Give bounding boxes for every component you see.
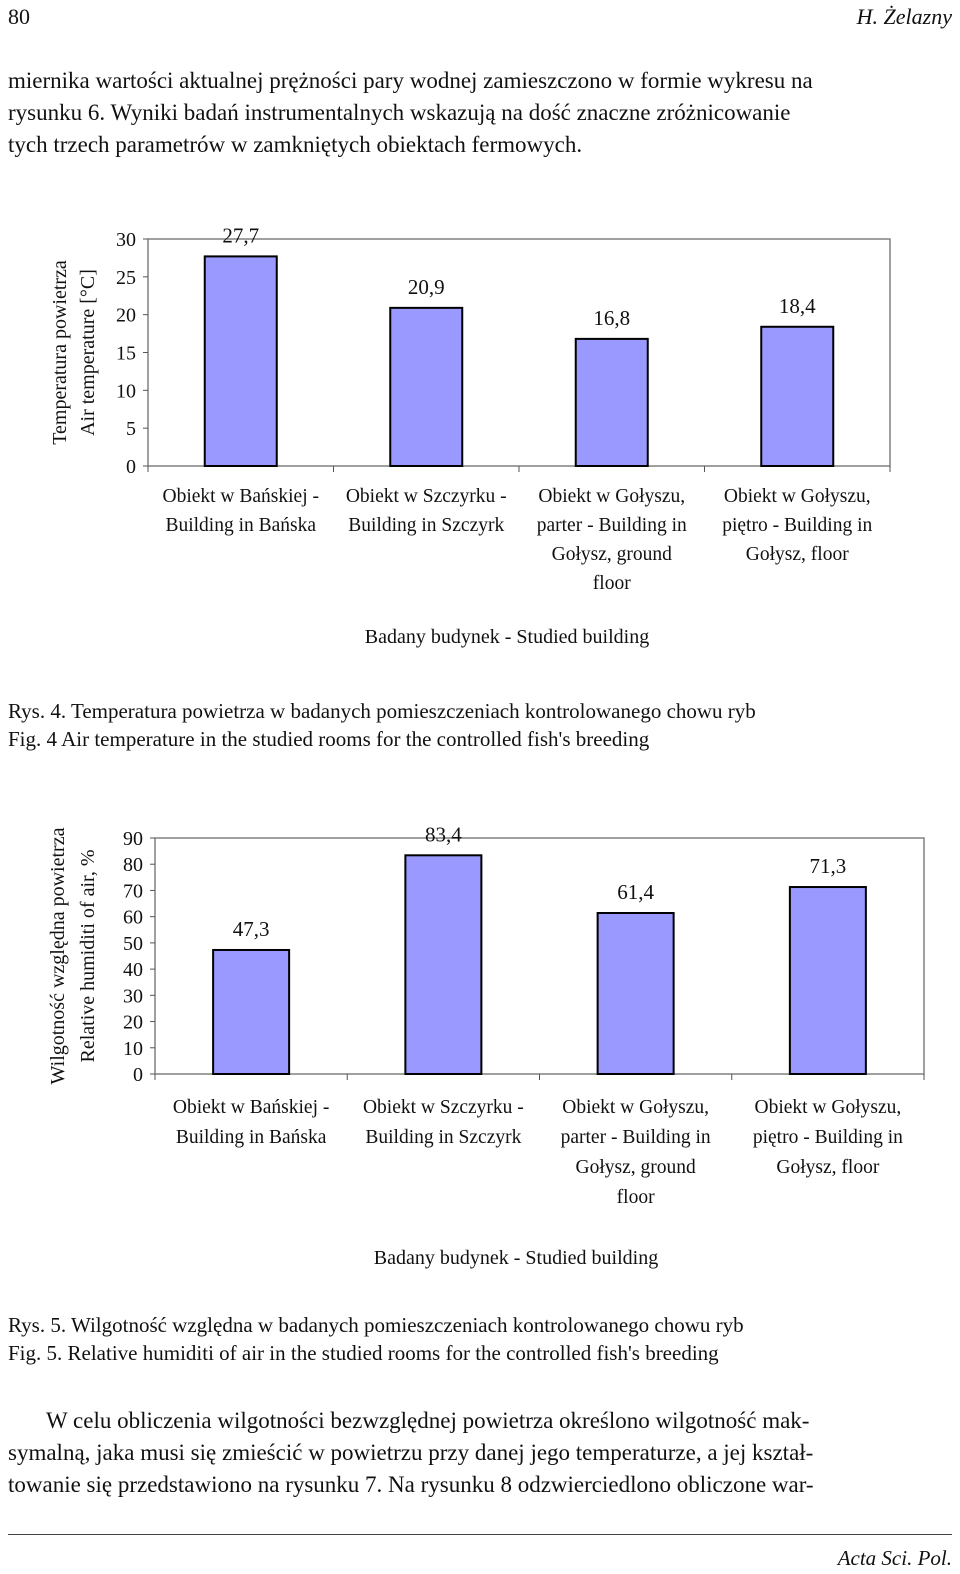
footer-journal-name: Acta Sci. Pol. [837, 1546, 952, 1570]
x-tick-label: Gołysz, floor [745, 544, 849, 565]
bar [598, 913, 674, 1074]
x-tick-label: Gołysz, ground [575, 1157, 696, 1178]
y-tick-label: 80 [123, 854, 143, 877]
intro-line: miernika wartości aktualnej prężności pary wodnej zamieszczono w formie wykresu na [8, 68, 813, 93]
x-tick-label: Building in Szczyrk [348, 515, 505, 536]
y-tick-label: 25 [116, 266, 136, 289]
y-tick-label: 20 [116, 304, 136, 327]
bar [790, 887, 866, 1074]
intro-line: tych trzech parametrów w zamkniętych obiektach fermowych. [8, 132, 583, 157]
figure-4-caption-pl: Rys. 4. Temperatura powietrza w badanych pomieszczeniach kontrolowanego chowu ryb [8, 699, 756, 723]
x-tick-label: parter - Building in [560, 1127, 711, 1148]
data-label: 61,4 [617, 879, 654, 904]
y-axis-title: Temperatura powietrza [49, 260, 71, 445]
x-axis-title: Badany budynek - Studied building [364, 626, 650, 648]
figure-5-caption-pl: Rys. 5. Wilgotność względna w badanych pomieszczeniach kontrolowanego chowu ryb [8, 1313, 744, 1337]
footer-rule [8, 1534, 952, 1535]
y-tick-label: 20 [123, 1011, 143, 1034]
x-tick-label: Obiekt w Gołyszu, [562, 1097, 710, 1118]
bar [213, 950, 289, 1074]
bar [390, 308, 462, 466]
y-axis-title: Relative humiditi of air, % [77, 849, 99, 1063]
y-tick-label: 70 [123, 880, 143, 903]
x-tick-label: Obiekt w Gołyszu, [754, 1097, 902, 1118]
data-label: 18,4 [778, 293, 816, 318]
x-tick-label: floor [616, 1187, 655, 1208]
x-tick-label: Obiekt w Bańskiej - [172, 1097, 330, 1118]
x-tick-label: Obiekt w Gołyszu, [723, 486, 871, 507]
y-tick-label: 0 [126, 456, 136, 478]
bar [405, 855, 481, 1074]
x-tick-label: Gołysz, floor [776, 1157, 880, 1178]
page-number: 80 [8, 4, 30, 29]
y-tick-label: 0 [133, 1064, 143, 1086]
y-tick-label: 10 [116, 380, 136, 403]
bar [761, 327, 833, 466]
y-tick-label: 15 [116, 342, 136, 365]
x-tick-label: Obiekt w Szczyrku - [362, 1097, 524, 1118]
y-tick-label: 90 [123, 828, 143, 850]
data-label: 16,8 [593, 305, 631, 330]
y-tick-label: 50 [123, 932, 143, 955]
x-tick-label: floor [592, 573, 631, 594]
y-tick-label: 10 [123, 1037, 143, 1060]
body-line: towanie się przedstawiono na rysunku 7. Na rysunku 8 odzwierciedlono obliczone war- [8, 1472, 814, 1497]
figure-4-caption-en: Fig. 4 Air temperature in the studied rooms for the controlled fish's breeding [8, 727, 650, 751]
y-axis-title: Air temperature [°C] [77, 269, 99, 436]
x-tick-label: Obiekt w Bańskiej - [162, 486, 320, 507]
figure-5-caption [8, 1311, 744, 1367]
air-temperature-chart [0, 200, 960, 660]
y-tick-label: 5 [126, 418, 136, 441]
data-label: 20,9 [407, 274, 445, 299]
figure-4-caption [8, 697, 756, 753]
y-tick-label: 60 [123, 906, 143, 929]
y-tick-label: 40 [123, 959, 143, 982]
x-tick-label: Gołysz, ground [551, 544, 672, 565]
data-label: 27,7 [222, 223, 260, 248]
intro-paragraph [8, 65, 813, 161]
y-axis-title: Wilgotność względna powietrza [47, 827, 69, 1085]
x-tick-label: parter - Building in [536, 515, 687, 536]
x-tick-label: piętro - Building in [722, 515, 873, 536]
body-line: symalną, jaka musi się zmieścić w powietrzu przy danej jego temperaturze, a jej kształ- [8, 1440, 814, 1465]
x-tick-label: Building in Bańska [165, 515, 317, 536]
data-label: 47,3 [232, 916, 270, 941]
data-label: 71,3 [809, 854, 847, 879]
body-line: W celu obliczenia wilgotności bezwzględnej powietrza określono wilgotność mak- [46, 1408, 810, 1433]
x-tick-label: piętro - Building in [752, 1127, 903, 1148]
x-tick-label: Obiekt w Gołyszu, [538, 486, 686, 507]
x-tick-label: Building in Bańska [175, 1127, 327, 1148]
y-tick-label: 30 [116, 229, 136, 251]
bar [205, 256, 277, 466]
x-tick-label: Building in Szczyrk [365, 1127, 522, 1148]
body-paragraph [8, 1405, 814, 1501]
y-tick-label: 30 [123, 985, 143, 1008]
relative-humidity-chart [0, 790, 960, 1280]
data-label: 83,4 [425, 822, 462, 847]
figure-5-caption-en: Fig. 5. Relative humiditi of air in the studied rooms for the controlled fish's breeding [8, 1341, 719, 1365]
running-head-author: H. Żelazny [856, 4, 952, 29]
x-tick-label: Obiekt w Szczyrku - [345, 486, 507, 507]
bar [576, 339, 648, 466]
x-axis-title: Badany budynek - Studied building [373, 1247, 659, 1269]
intro-line: rysunku 6. Wyniki badań instrumentalnych wskazują na dość znaczne zróżnicowanie [8, 100, 791, 125]
